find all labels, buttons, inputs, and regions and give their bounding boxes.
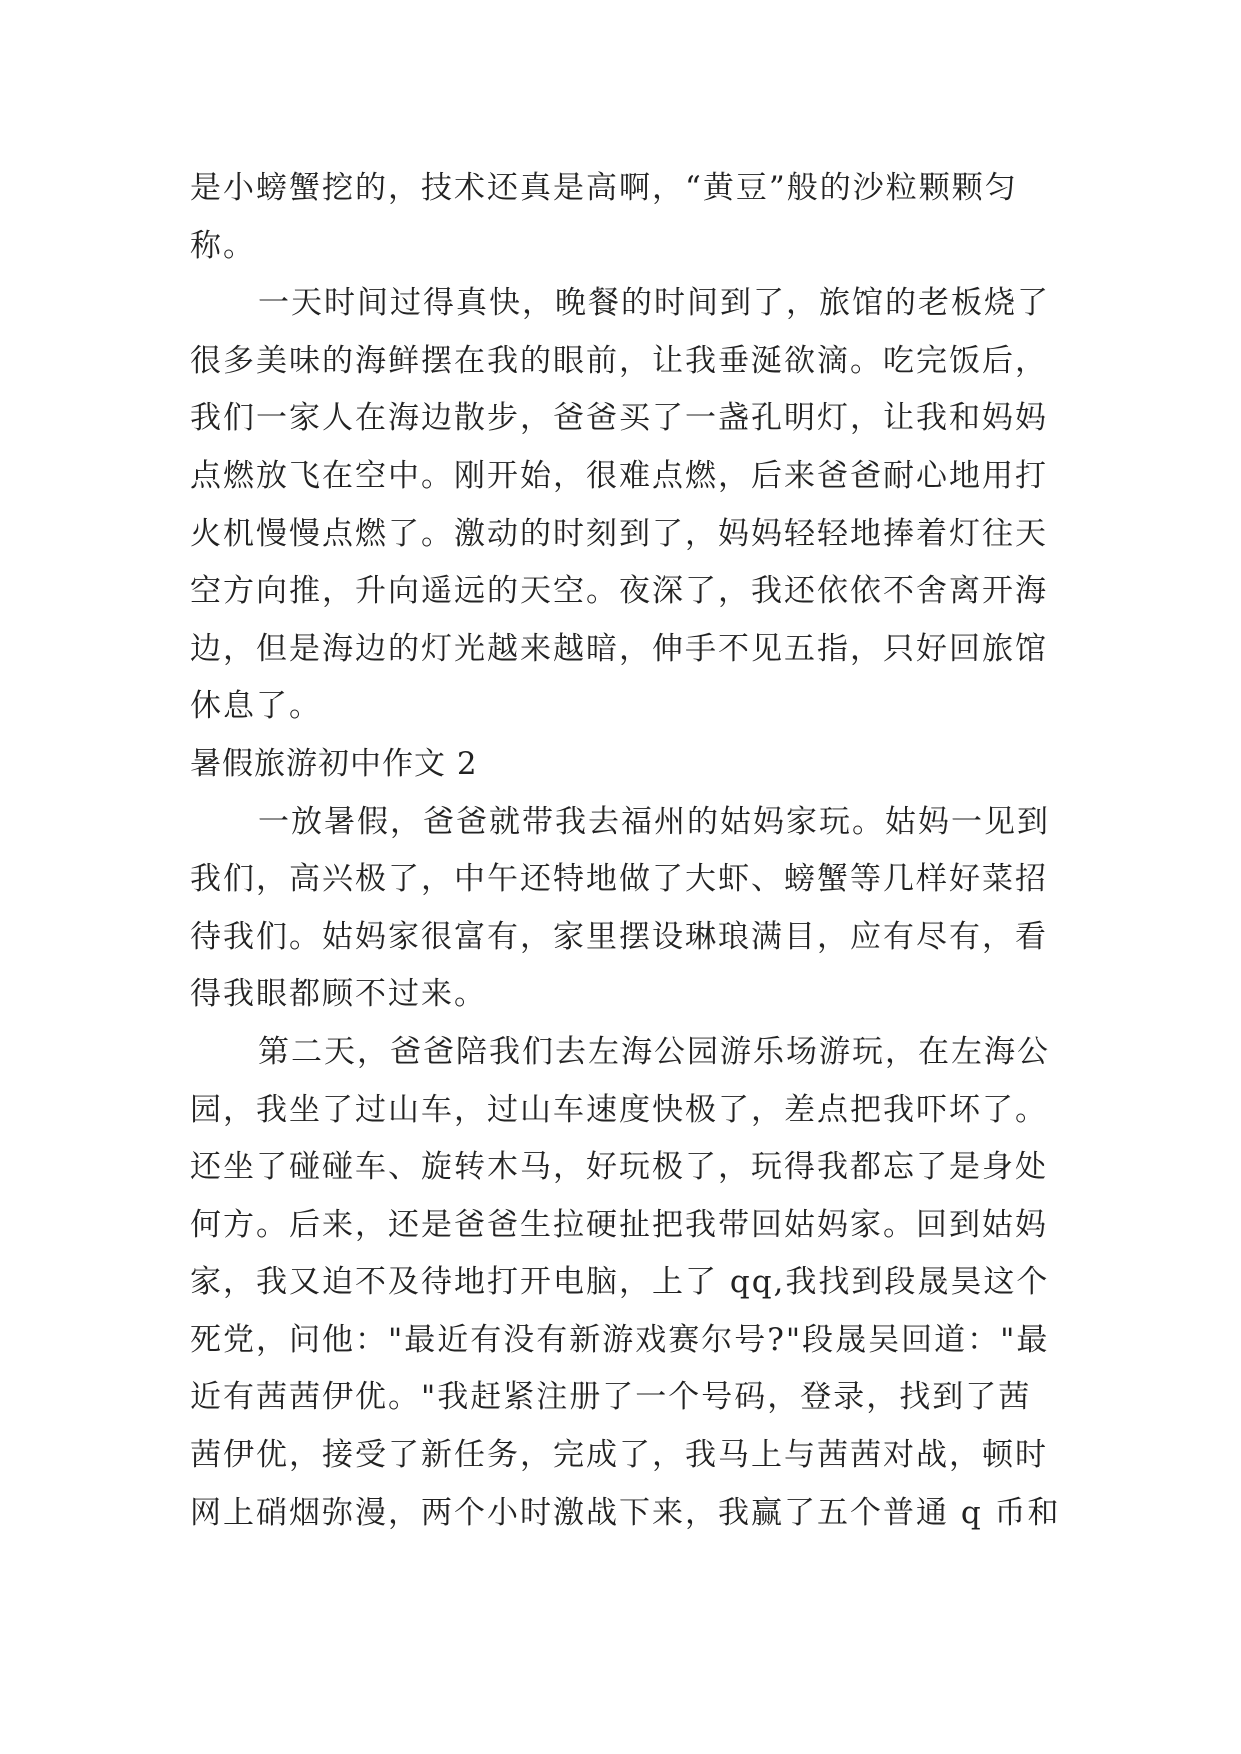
text-line: 我们，高兴极了，中午还特地做了大虾、螃蟹等几样好菜招 [190,861,1048,898]
text-line: 很多美味的海鲜摆在我的眼前，让我垂涎欲滴。吃完饭后， [190,342,1048,379]
text-line: 茜伊优，接受了新任务，完成了，我马上与茜茜对战，顿时 [190,1437,1048,1474]
text-line: 网上硝烟弥漫，两个小时激战下来，我赢了五个普通 q 币和 [190,1494,1061,1531]
text-line: 得我眼都顾不过来。 [190,976,487,1013]
section-heading: 暑假旅游初中作文 2 [190,745,478,782]
text-line: 第二天，爸爸陪我们去左海公园游乐场游玩，在左海公 [258,1033,1050,1070]
text-line: 火机慢慢点燃了。激动的时刻到了，妈妈轻轻地捧着灯往天 [190,515,1048,552]
text-line: 边，但是海边的灯光越来越暗，伸手不见五指，只好回旅馆 [190,630,1048,667]
text-line: 待我们。姑妈家很富有，家里摆设琳琅满目，应有尽有，看 [190,918,1048,955]
text-line: 一天时间过得真快，晚餐的时间到了，旅馆的老板烧了 [258,285,1050,322]
text-line: 休息了。 [190,688,322,725]
text-line: 何方。后来，还是爸爸生拉硬扯把我带回姑妈家。回到姑妈 [190,1206,1048,1243]
text-line: 称。 [190,227,256,264]
text-line: 近有茜茜伊优。"我赶紧注册了一个号码，登录，找到了茜 [190,1379,1032,1416]
essay-body [190,160,1070,1542]
text-line: 我们一家人在海边散步，爸爸买了一盏孔明灯，让我和妈妈 [190,400,1048,437]
text-line: 家，我又迫不及待地打开电脑，上了 qq,我找到段晟昊这个 [190,1264,1050,1301]
text-line: 点燃放飞在空中。刚开始，很难点燃，后来爸爸耐心地用打 [190,457,1048,494]
text-line: 是小螃蟹挖的，技术还真是高啊，“黄豆”般的沙粒颗颗匀 [190,170,1018,206]
text-line: 一放暑假，爸爸就带我去福州的姑妈家玩。姑妈一见到 [258,803,1050,840]
text-line: 空方向推，升向遥远的天空。夜深了，我还依依不舍离开海 [190,573,1048,610]
text-line: 死党，问他："最近有没有新游戏赛尔号?"段晟吴回道："最 [190,1321,1050,1358]
text-line: 园，我坐了过山车，过山车速度快极了，差点把我吓坏了。 [190,1091,1048,1128]
text-line: 还坐了碰碰车、旋转木马，好玩极了，玩得我都忘了是身处 [190,1149,1048,1186]
